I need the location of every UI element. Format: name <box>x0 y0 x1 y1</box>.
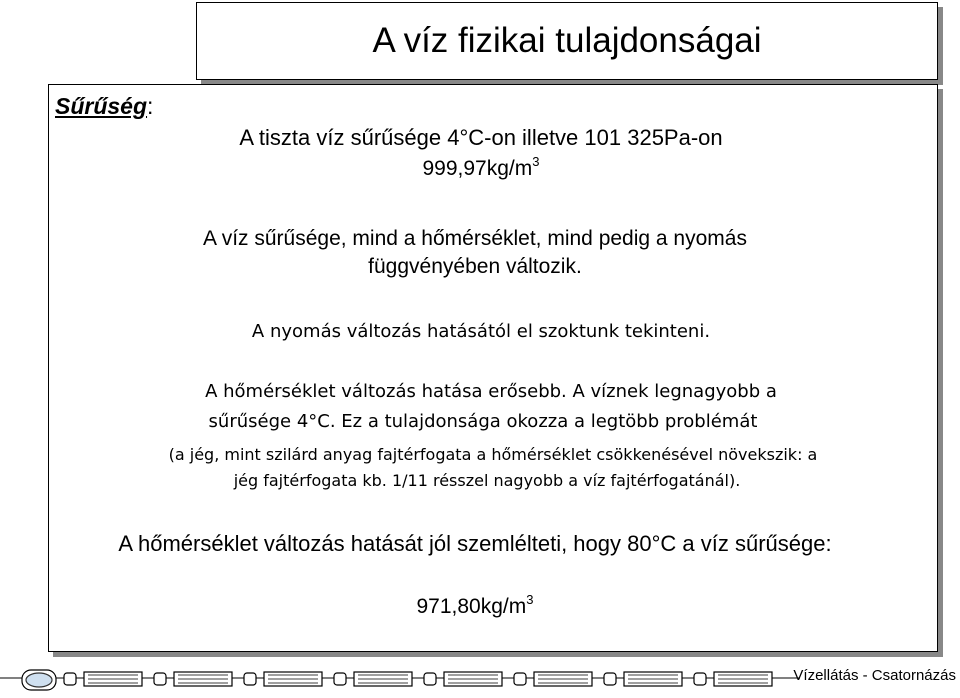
pipe-segments <box>22 670 772 690</box>
text-line-8: (a jég, mint szilárd anyag fajtérfogata a hőmérséklet csökkenésével növekszik: a <box>168 445 818 464</box>
text-line-11 <box>31 591 919 619</box>
content-box <box>48 84 938 652</box>
heading-colon: : <box>147 93 154 119</box>
page-title: A víz fizikai tulajdonságai <box>372 21 762 60</box>
text-line-3: A víz sűrűsége, mind a hőmérséklet, mind pedig a nyomás <box>203 227 747 250</box>
text-line-10: A hőmérséklet változás hatását jól szemlélteti, hogy 80°C a víz sűrűsége: <box>118 531 832 556</box>
text-line-1: A tiszta víz sűrűsége 4°C-on illetve 101 325Pa-on <box>239 125 723 150</box>
text-line-9: jég fajtérfogata kb. 1/11 résszel nagyobb a víz fajtérfogatánál). <box>233 471 741 490</box>
text-line-6: A hőmérséklet változás hatása erősebb. A víznek legnagyobb a <box>205 381 777 402</box>
density-exponent-1: 3 <box>532 153 540 169</box>
text-line-5: A nyomás változás hatásától el szoktunk tekinteni. <box>251 321 711 342</box>
section-heading <box>55 93 153 120</box>
density-exponent-2: 3 <box>526 591 534 607</box>
text-line-4: függvényében változik. <box>368 255 582 278</box>
decorative-pipe-strip <box>0 658 800 698</box>
text-line-7: sűrűsége 4°C. Ez a tulajdonsága okozza a legtöbb problémát <box>208 411 758 432</box>
density-value-2: 971,80kg/m <box>416 595 527 618</box>
footer-label: Vízellátás - Csatornázás <box>793 667 956 684</box>
density-value-1: 999,97kg/m <box>422 157 533 180</box>
title-box <box>196 2 938 80</box>
heading-label: Sűrűség <box>55 93 148 119</box>
text-line-2 <box>37 153 925 181</box>
